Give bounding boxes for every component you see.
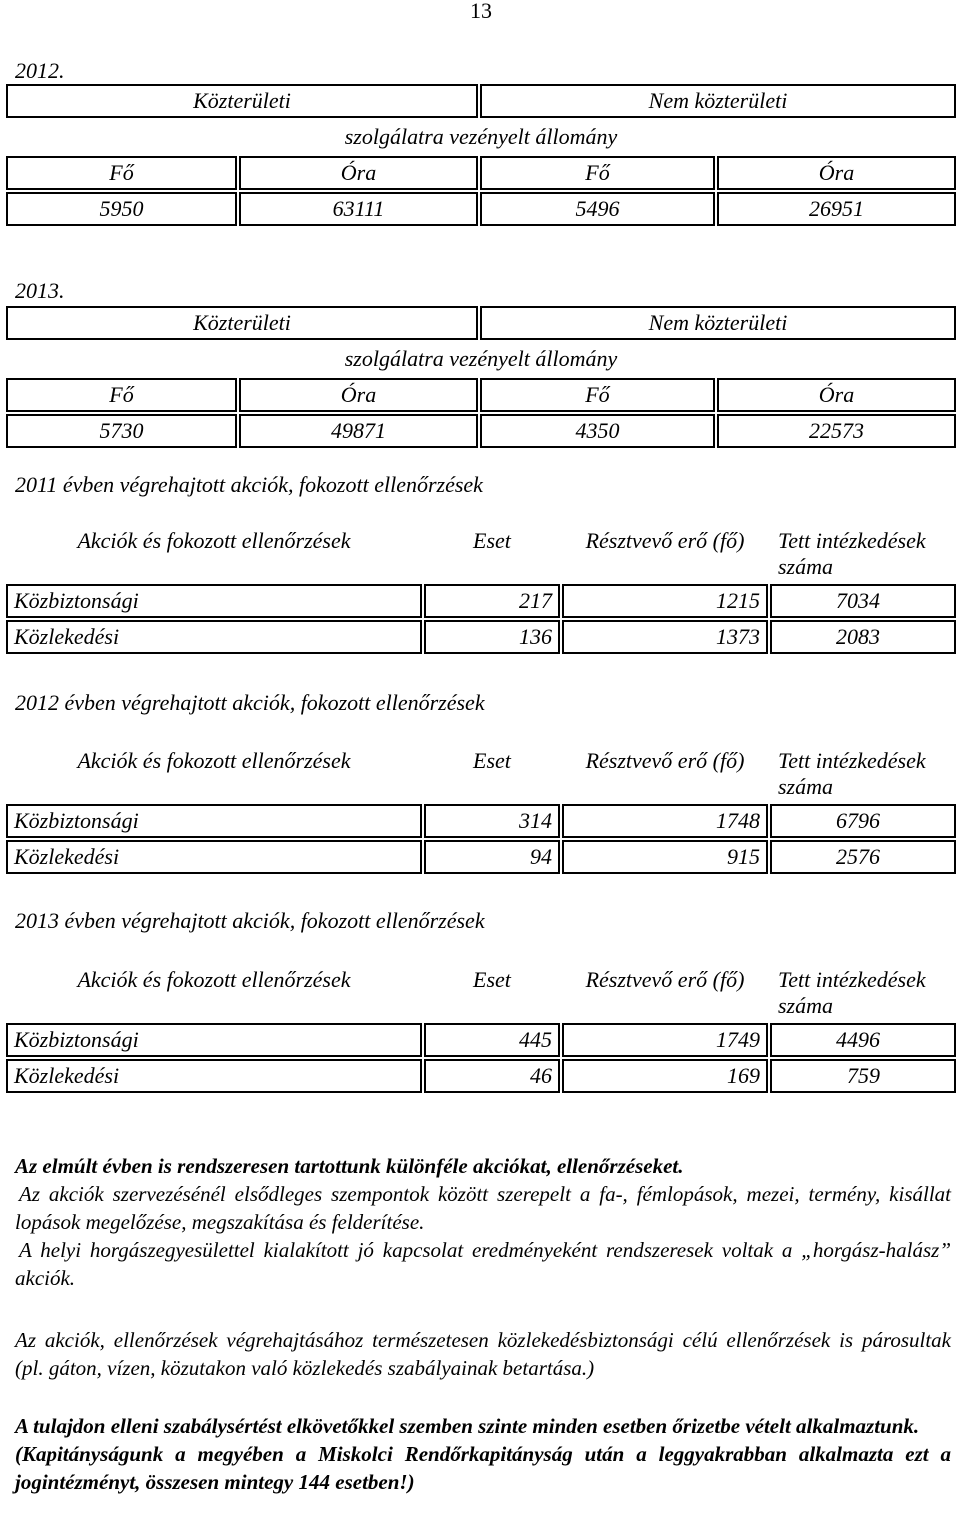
header-case: Eset (473, 748, 511, 773)
header-type: Akciók és fokozott ellenőrzések (77, 748, 351, 773)
col-nonpublic: Nem közterületi (480, 306, 956, 340)
row-force: 1215 (562, 584, 768, 618)
row-case: 136 (424, 620, 560, 654)
header-fo: Fő (480, 156, 715, 190)
staffing-subtitle: szolgálatra vezényelt állomány (344, 124, 618, 149)
row-measures: 7034 (770, 584, 956, 618)
header-measures: Tett intézkedések száma (778, 528, 926, 579)
col-nonpublic: Nem közterületi (480, 84, 956, 118)
page-number: 13 (470, 0, 492, 23)
row-type: Közlekedési (6, 620, 422, 654)
value-cell: 5496 (480, 192, 715, 226)
row-type: Közbiztonsági (6, 1023, 422, 1057)
row-type: Közlekedési (6, 1059, 422, 1093)
row-case: 445 (424, 1023, 560, 1057)
row-case: 46 (424, 1059, 560, 1093)
header-force: Résztvevő erő (fő) (585, 528, 745, 553)
row-case: 314 (424, 804, 560, 838)
header-force: Résztvevő erő (fő) (585, 748, 745, 773)
row-case: 217 (424, 584, 560, 618)
staffing-table-2012 (4, 82, 958, 228)
header-ora: Óra (239, 156, 478, 190)
staffing-table-2013 (4, 304, 958, 450)
row-type: Közlekedési (6, 840, 422, 874)
row-force: 1373 (562, 620, 768, 654)
col-public: Közterületi (6, 306, 478, 340)
staffing-subtitle: szolgálatra vezényelt állomány (344, 346, 618, 371)
header-measures: Tett intézkedések száma (778, 748, 926, 799)
paragraph: Az elmúlt évben is rendszeresen tartottunk különféle akciókat, ellenőrzéseket. (15, 1154, 684, 1178)
paragraph: Az akciók, ellenőrzések végrehajtásához természetesen közlekedésbiztonsági célú ellenőrzések is párosultak (pl. gáton, vízen, közutakon való közlekedés szabályainak betartása.) (15, 1328, 951, 1380)
text-block-1 (15, 1152, 951, 1292)
row-type: Közbiztonsági (6, 804, 422, 838)
header-type: Akciók és fokozott ellenőrzések (77, 528, 351, 553)
paragraph: (Kapitányságunk a megyében a Miskolci Rendőrkapitányság után a leggyakrabban alkalmazta ezt a jogintézményt, összesen mintegy 144 esetben!) (15, 1442, 951, 1494)
row-measures: 2576 (770, 840, 956, 874)
actions-table-2011 (4, 524, 958, 656)
row-force: 915 (562, 840, 768, 874)
row-measures: 759 (770, 1059, 956, 1093)
header-ora: Óra (239, 378, 478, 412)
paragraph: Az akciók szervezésénél elsődleges szempontok között szerepelt a fa-, fémlopások, mezei, termény, kisállat lopások megelőzése, megszakítása és felderítése. (15, 1182, 951, 1234)
col-public: Közterületi (6, 84, 478, 118)
actions-table-2012 (4, 744, 958, 876)
actions-table-2013 (4, 963, 958, 1095)
paragraph: A helyi horgászegyesülettel kialakított jó kapcsolat eredményeként rendszeresek voltak a „horgász-halász” akciók. (15, 1238, 951, 1290)
header-force: Résztvevő erő (fő) (585, 967, 745, 992)
actions-heading-2011: 2011 évben végrehajtott akciók, fokozott ellenőrzések (15, 472, 483, 497)
row-type: Közbiztonsági (6, 584, 422, 618)
value-cell: 26951 (717, 192, 956, 226)
year-label-2012: 2012. (15, 58, 65, 83)
row-force: 1749 (562, 1023, 768, 1057)
year-label-2013: 2013. (15, 278, 65, 303)
text-block-3 (15, 1412, 951, 1496)
header-case: Eset (473, 967, 511, 992)
value-cell: 22573 (717, 414, 956, 448)
header-case: Eset (473, 528, 511, 553)
value-cell: 5950 (6, 192, 237, 226)
row-measures: 4496 (770, 1023, 956, 1057)
row-measures: 2083 (770, 620, 956, 654)
row-case: 94 (424, 840, 560, 874)
actions-heading-2012: 2012 évben végrehajtott akciók, fokozott ellenőrzések (15, 690, 485, 715)
header-fo: Fő (6, 378, 237, 412)
value-cell: 4350 (480, 414, 715, 448)
row-measures: 6796 (770, 804, 956, 838)
header-ora: Óra (717, 156, 956, 190)
row-force: 1748 (562, 804, 768, 838)
row-force: 169 (562, 1059, 768, 1093)
paragraph: A tulajdon elleni szabálysértést elkövetőkkel szemben szinte minden esetben őrizetbe vételt alkalmaztunk. (15, 1414, 920, 1438)
value-cell: 63111 (239, 192, 478, 226)
value-cell: 49871 (239, 414, 478, 448)
header-type: Akciók és fokozott ellenőrzések (77, 967, 351, 992)
header-fo: Fő (6, 156, 237, 190)
text-block-2 (15, 1326, 951, 1382)
header-measures: Tett intézkedések száma (778, 967, 926, 1018)
actions-heading-2013: 2013 évben végrehajtott akciók, fokozott ellenőrzések (15, 908, 485, 933)
header-fo: Fő (480, 378, 715, 412)
header-ora: Óra (717, 378, 956, 412)
value-cell: 5730 (6, 414, 237, 448)
